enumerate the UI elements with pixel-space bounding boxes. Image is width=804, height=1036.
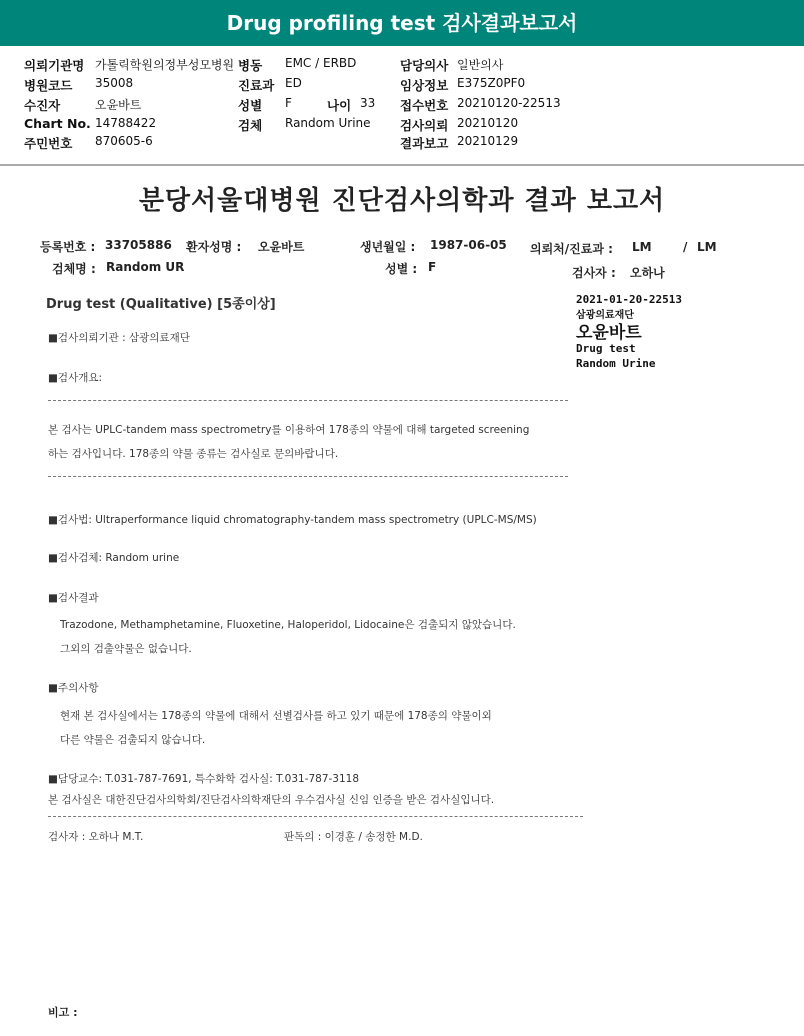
result-report xyxy=(0,168,804,1036)
value-hospital-code: 35008 xyxy=(95,76,134,90)
label-resident-no: 주민번호 xyxy=(24,136,73,151)
result-heading: ■검사결과 xyxy=(48,592,99,604)
report-banner: Drug profiling test 검사결과보고서 xyxy=(0,0,804,46)
divider-line xyxy=(48,476,568,477)
label-report-date: 결과보고 xyxy=(400,136,449,151)
birth-date-label: 생년월일 : xyxy=(360,240,416,254)
tester-value: 오하나 xyxy=(630,266,665,280)
overview-line-1: 본 검사는 UPLC-tandem mass spectrometry를 이용하여 178종의 약물에 대해 targeted screening xyxy=(48,424,530,436)
contact-line: ■담당교수: T.031-787-7691, 특수화학 검사실: T.031-787-3118 xyxy=(48,773,360,785)
value-ward: EMC / ERBD xyxy=(285,56,357,70)
label-requesting-agency: 의뢰기관명 xyxy=(24,58,85,73)
label-patient: 수진자 xyxy=(24,98,61,113)
divider-line xyxy=(48,816,583,817)
label-request-date: 검사의뢰 xyxy=(400,118,449,133)
label-sex: 성별 xyxy=(238,98,263,113)
label-doctor: 담당의사 xyxy=(400,58,449,73)
remark-label: 비고 : xyxy=(48,1006,78,1019)
value-chart-no: 14788422 xyxy=(95,116,157,130)
certification-line: 본 검사실은 대한진단검사의학회/진단검사의학재단의 우수검사실 신임 인증을 받은 검사실입니다. xyxy=(48,794,495,806)
divider-line xyxy=(48,400,568,401)
stamp-org: 삼광의료재단 xyxy=(576,310,634,321)
stamp-name: 오윤바트 xyxy=(576,323,642,343)
value-receipt-no: 20210120-22513 xyxy=(457,96,561,110)
patient-name-label: 환자성명 : xyxy=(186,240,242,254)
report-sex-label: 성별 : xyxy=(385,262,418,276)
patient-name-value: 오윤바트 xyxy=(258,240,305,254)
caution-line-1: 현재 본 검사실에서는 178종의 약물에 대해서 선별검사를 하고 있기 때문에 178종의 약물이외 xyxy=(60,710,492,722)
label-hospital-code: 병원코드 xyxy=(24,78,73,93)
caution-heading: ■주의사항 xyxy=(48,682,99,694)
dept-value-2: LM xyxy=(697,240,717,254)
report-title: 분당서울대병원 진단검사의학과 결과 보고서 xyxy=(138,186,666,216)
overview-line-2: 하는 검사입니다. 178종의 약물 종류는 검사실로 문의바랍니다. xyxy=(48,448,339,460)
label-receipt-no: 접수번호 xyxy=(400,98,449,113)
request-info-header xyxy=(0,46,804,166)
stamp-test: Drug test xyxy=(576,342,636,355)
label-chart-no: Chart No. xyxy=(24,116,91,131)
reg-no-value: 33705886 xyxy=(105,238,172,252)
overview-heading: ■검사개요: xyxy=(48,372,103,384)
method-line: ■검사법: Ultraperformance liquid chromatography-tandem mass spectrometry (UPLC-MS/MS) xyxy=(48,514,537,526)
reg-no-label: 등록번호 : xyxy=(40,240,96,254)
value-resident-no: 870605-6 xyxy=(95,134,153,148)
value-clinical-info: E375Z0PF0 xyxy=(457,76,526,90)
value-requesting-agency: 가톨릭학원의정부성모병원 xyxy=(95,58,235,72)
label-age: 나이 xyxy=(327,98,352,113)
result-line-2: 그외의 검출약물은 없습니다. xyxy=(60,643,192,655)
value-department: ED xyxy=(285,76,302,90)
test-title: Drug test (Qualitative) [5종이상] xyxy=(46,297,276,312)
dept-label: 의뢰처/진료과 : xyxy=(530,242,613,256)
birth-date-value: 1987-06-05 xyxy=(430,238,507,252)
dept-separator: / xyxy=(683,240,688,254)
dept-value-1: LM xyxy=(632,240,652,254)
stamp-id: 2021-01-20-22513 xyxy=(576,293,682,306)
value-specimen: Random Urine xyxy=(285,116,371,130)
tester-label: 검사자 : xyxy=(572,266,616,280)
value-sex: F xyxy=(285,96,292,110)
stamp-specimen: Random Urine xyxy=(576,357,656,370)
label-clinical-info: 임상정보 xyxy=(400,78,449,93)
agency-line: ■검사의뢰기관 : 삼광의료재단 xyxy=(48,332,190,344)
label-specimen: 검체 xyxy=(238,118,263,133)
result-line-1: Trazodone, Methamphetamine, Fluoxetine, Haloperidol, Lidocaine은 검출되지 않았습니다. xyxy=(60,619,516,631)
tester-signature: 검사자 : 오하나 M.T. xyxy=(48,831,144,843)
specimen-name-value: Random UR xyxy=(106,260,185,274)
specimen-name-label: 검체명 : xyxy=(52,262,96,276)
label-department: 진료과 xyxy=(238,78,275,93)
reader-signature: 판독의 : 이경훈 / 송정한 M.D. xyxy=(284,831,423,843)
caution-line-2: 다른 약물은 검출되지 않습니다. xyxy=(60,734,206,746)
report-sex-value: F xyxy=(428,260,437,274)
value-request-date: 20210120 xyxy=(457,116,519,130)
specimen-line: ■검사검체: Random urine xyxy=(48,552,180,564)
value-doctor: 일반의사 xyxy=(457,58,504,72)
value-patient: 오윤바트 xyxy=(95,98,142,112)
value-report-date: 20210129 xyxy=(457,134,519,148)
label-ward: 병동 xyxy=(238,58,263,73)
value-age: 33 xyxy=(360,96,376,110)
